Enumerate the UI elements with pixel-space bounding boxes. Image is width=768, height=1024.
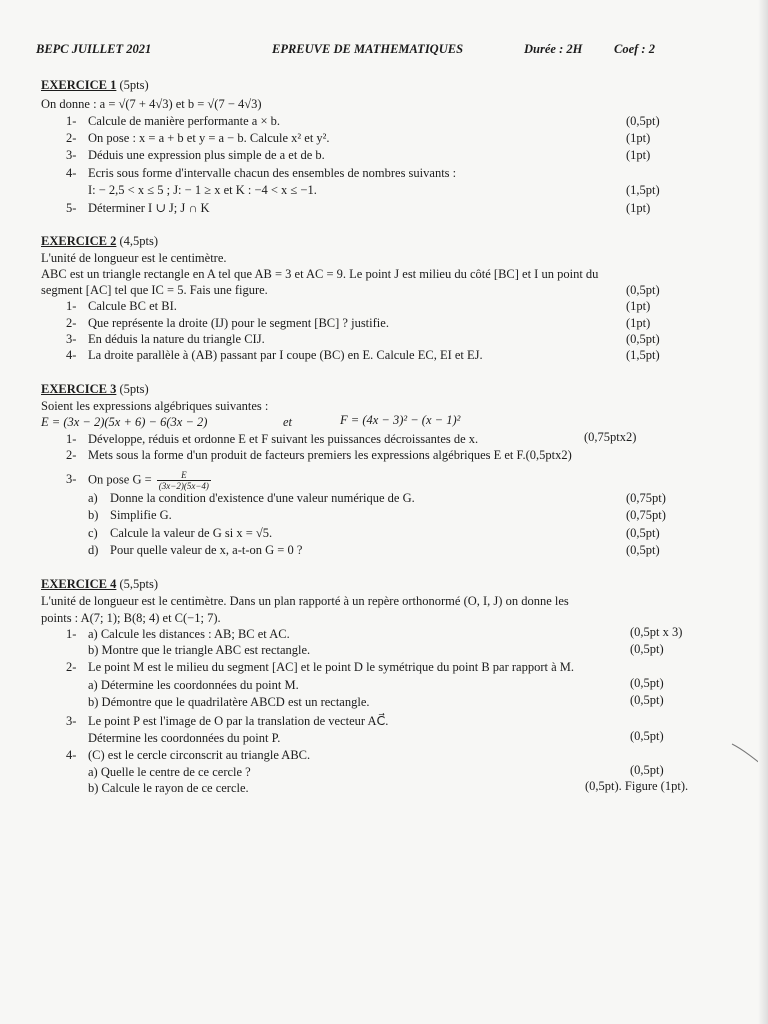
ex2-item-4-points: (1,5pt) (626, 348, 660, 362)
ex2-item-3-points: (0,5pt) (626, 332, 660, 346)
ex4-line-5: b) Démontre que le quadrilatère ABCD est un rectangle. (88, 695, 370, 709)
ex1-item-1: 1- Calcule de manière performante a × b. (66, 114, 281, 128)
ex3-sub-d: d) Pour quelle valeur de x, a-t-on G = 0 ? (88, 543, 303, 557)
ex3-expression-e: E = (3x − 2)(5x + 6) − 6(3x − 2) (41, 415, 208, 429)
ex1-item-2: 2- On pose : x = a + b et y = a − b. Calcule x² et y². (66, 131, 330, 145)
ex3-sub-d-points: (0,5pt) (626, 543, 660, 557)
ex4-line-5-points: (0,5pt) (630, 693, 664, 707)
ex3-sub-b-points: (0,75pt) (626, 508, 666, 522)
exam-coef: Coef : 2 (614, 42, 655, 56)
ex4-line-1-points: (0,5pt x 3) (630, 625, 683, 639)
ex4-line-7: Détermine les coordonnées du point P. (88, 731, 281, 745)
ex3-sub-a-points: (0,75pt) (626, 491, 666, 505)
ex1-intro: On donne : a = √(7 + 4√3) et b = √(7 − 4√3) (41, 97, 262, 111)
ex2-intro-2: ABC est un triangle rectangle en A tel que AB = 3 et AC = 9. Le point J est milieu du côté [BC] et I un point du (41, 267, 599, 281)
ex3-sub-c-points: (0,5pt) (626, 526, 660, 540)
ex1-item-4-points: (1,5pt) (626, 183, 660, 197)
ex4-intro-2: points : A(7; 1); B(8; 4) et C(−1; 7). (41, 611, 221, 625)
ex4-title: EXERCICE 4 (5,5pts) (41, 577, 159, 591)
ex4-line-9: a) Quelle le centre de ce cercle ? (88, 765, 251, 779)
ex1-item-4: 4- Ecris sous forme d'intervalle chacun des ensembles de nombres suivants : (66, 166, 457, 180)
page-edge-shadow (758, 0, 768, 1024)
ex1-item-2-points: (1pt) (626, 131, 651, 145)
ex3-sub-b: b) Simplifie G. (88, 508, 172, 522)
ex1-title: EXERCICE 1 (5pts) (41, 78, 149, 92)
ex3-item-1-points: (0,75ptx2) (584, 430, 637, 444)
ex4-line-4: a) Détermine les coordonnées du point M. (88, 678, 299, 692)
ex3-sub-a: a) Donne la condition d'existence d'une valeur numérique de G. (88, 491, 415, 505)
ex3-sub-c: c) Calcule la valeur de G si x = √5. (88, 526, 273, 540)
ex4-line-10-points: (0,5pt). Figure (1pt). (585, 779, 689, 793)
ex2-intro-1: L'unité de longueur est le centimètre. (41, 251, 227, 265)
ex2-item-1: 1- Calcule BC et BI. (66, 299, 177, 313)
ex3-title: EXERCICE 3 (5pts) (41, 382, 149, 396)
ex4-line-8: 4- (C) est le cercle circonscrit au triangle ABC. (66, 748, 311, 762)
ex3-fraction-g: $\frac{E}{(3x-2)(5x-4)}$ (158, 470, 209, 491)
ex1-item-5: 5- Déterminer I ∪ J; J ∩ K (66, 201, 210, 215)
ex4-line-4-points: (0,5pt) (630, 676, 664, 690)
ex3-et: et (283, 415, 293, 429)
ex2-item-2: 2- Que représente la droite (IJ) pour le segment [BC] ? justifie. (66, 316, 389, 330)
ex3-item-1: 1- Développe, réduis et ordonne E et F suivant les puissances décroissantes de x. (66, 432, 479, 446)
ex2-item-3: 3- En déduis la nature du triangle CIJ. (66, 332, 265, 346)
ex2-item-2-points: (1pt) (626, 316, 651, 330)
ex3-item-2: 2- Mets sous la forme d'un produit de facteurs premiers les expressions algébriques E et F.(0,5ptx2) (66, 448, 572, 462)
ex2-item-4: 4- La droite parallèle à (AB) passant par I coupe (BC) en E. Calcule EC, EI et EJ. (66, 348, 483, 362)
ex4-line-3: 2- Le point M est le milieu du segment [AC] et le point D le symétrique du point B par rapport à M. (66, 660, 575, 674)
ex2-item-1-points: (1pt) (626, 299, 651, 313)
exam-session: BEPC JUILLET 2021 (36, 42, 152, 56)
ex4-line-1: 1- a) Calcule les distances : AB; BC et AC. (66, 627, 290, 641)
ex1-item-4-sets: I: − 2,5 < x ≤ 5 ; J: − 1 ≥ x et K : −4 < x ≤ −1. (88, 183, 317, 197)
ex2-title: EXERCICE 2 (4,5pts) (41, 234, 159, 248)
ex1-item-3: 3- Déduis une expression plus simple de a et de b. (66, 148, 325, 162)
ex1-item-3-points: (1pt) (626, 148, 651, 162)
exam-duration: Durée : 2H (524, 42, 583, 56)
ex3-intro: Soient les expressions algébriques suivantes : (41, 399, 269, 413)
ex4-line-2: b) Montre que le triangle ABC est rectangle. (88, 643, 311, 657)
ex1-item-1-points: (0,5pt) (626, 114, 660, 128)
ex4-line-6: 3- Le point P est l'image de O par la translation de vecteur AC⃗. (66, 714, 389, 728)
ex4-line-9-points: (0,5pt) (630, 763, 664, 777)
ex3-expression-f: F = (4x − 3)² − (x − 1)² (340, 413, 461, 427)
ex4-intro-1: L'unité de longueur est le centimètre. Dans un plan rapporté à un repère orthonormé (O, I, J) on donne les (41, 594, 569, 608)
ex2-intro-points: (0,5pt) (626, 283, 660, 297)
ex4-line-10: b) Calcule le rayon de ce cercle. (88, 781, 249, 795)
ex3-item-3: 3- On pose G = $\frac{E}{(3x-2)(5x-4)}$ (66, 470, 209, 491)
ex2-intro-3: segment [AC] tel que IC = 5. Fais une figure. (41, 283, 268, 297)
ex1-item-5-points: (1pt) (626, 201, 651, 215)
ex4-line-7-points: (0,5pt) (630, 729, 664, 743)
ex4-line-2-points: (0,5pt) (630, 642, 664, 656)
exam-subject: EPREUVE DE MATHEMATIQUES (272, 42, 464, 56)
